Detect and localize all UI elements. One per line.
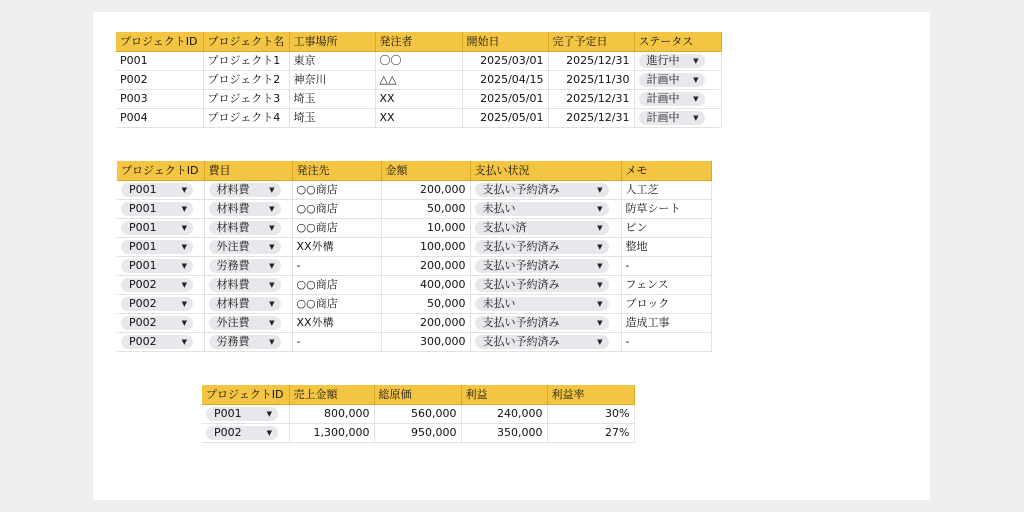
- project-id-cell[interactable]: [117, 238, 204, 257]
- cost-item-dropdown[interactable]: [209, 297, 281, 311]
- project-id-dropdown[interactable]: [121, 316, 193, 330]
- chevron-down-icon: ▼: [597, 338, 603, 346]
- cost-item-cell[interactable]: [204, 314, 292, 333]
- project-id-cell[interactable]: [117, 200, 204, 219]
- cost-item-cell[interactable]: [204, 333, 292, 352]
- project-id-value: P001: [214, 407, 242, 420]
- chevron-down-icon: ▼: [269, 224, 275, 232]
- col-header-client[interactable]: 発注者: [375, 32, 462, 52]
- chevron-down-icon: ▼: [269, 300, 275, 308]
- project-id-cell[interactable]: [117, 333, 204, 352]
- project-id-value: P001: [129, 183, 157, 196]
- col-header-vendor[interactable]: 発注先: [292, 161, 381, 181]
- payment-status-value: 未払い: [482, 297, 516, 310]
- payment-status-dropdown[interactable]: [475, 335, 609, 349]
- project-id-dropdown[interactable]: [121, 335, 193, 349]
- project-id-cell[interactable]: P001: [116, 52, 203, 71]
- project-id-dropdown[interactable]: [121, 259, 193, 273]
- project-id-dropdown[interactable]: [206, 407, 278, 421]
- project-id-cell[interactable]: [117, 219, 204, 238]
- chevron-down-icon: ▼: [597, 186, 603, 194]
- col-header-total-cost[interactable]: 総原価: [374, 385, 461, 405]
- cost-item-cell[interactable]: [204, 276, 292, 295]
- payment-status-value: 支払い予約済み: [482, 183, 560, 196]
- cost-item-cell[interactable]: [204, 200, 292, 219]
- chevron-down-icon: ▼: [693, 114, 699, 122]
- payment-status-dropdown[interactable]: [475, 183, 609, 197]
- memo-cell[interactable]: フェンス: [621, 276, 711, 295]
- chevron-down-icon: ▼: [181, 262, 187, 270]
- col-header-start-date[interactable]: 開始日: [462, 32, 548, 52]
- amount-cell[interactable]: 200,000: [381, 181, 470, 200]
- project-id-dropdown[interactable]: [121, 240, 193, 254]
- profit-cell[interactable]: 240,000: [461, 405, 547, 424]
- project-id-cell[interactable]: P002: [116, 71, 203, 90]
- table-row: [117, 314, 711, 333]
- table-row: [117, 333, 711, 352]
- cost-item-value: 外注費: [216, 240, 250, 253]
- payment-status-cell[interactable]: [470, 257, 621, 276]
- vendor-cell[interactable]: XX外構: [292, 238, 381, 257]
- chevron-down-icon: ▼: [597, 319, 603, 327]
- cost-item-value: 労務費: [216, 259, 250, 272]
- profit-rate-cell[interactable]: 30%: [547, 405, 634, 424]
- memo-cell[interactable]: 人工芝: [621, 181, 711, 200]
- payment-status-cell[interactable]: [470, 200, 621, 219]
- chevron-down-icon: ▼: [181, 338, 187, 346]
- site-cell[interactable]: 神奈川: [289, 71, 375, 90]
- project-id-cell[interactable]: [202, 424, 289, 443]
- chevron-down-icon: ▼: [181, 186, 187, 194]
- chevron-down-icon: ▼: [597, 262, 603, 270]
- project-id-value: P001: [129, 259, 157, 272]
- chevron-down-icon: ▼: [693, 76, 699, 84]
- start-date-cell[interactable]: 2025/04/15: [462, 71, 548, 90]
- status-cell[interactable]: [634, 90, 721, 109]
- table-row: [202, 424, 634, 443]
- chevron-down-icon: ▼: [269, 243, 275, 251]
- cost-item-value: 材料費: [216, 297, 250, 310]
- project-id-cell[interactable]: P003: [116, 90, 203, 109]
- cost-item-cell[interactable]: [204, 219, 292, 238]
- summary-header-row: [202, 385, 634, 405]
- project-id-dropdown[interactable]: [121, 221, 193, 235]
- start-date-cell[interactable]: 2025/05/01: [462, 90, 548, 109]
- col-header-memo[interactable]: メモ: [621, 161, 711, 181]
- project-id-value: P002: [129, 316, 157, 329]
- status-dropdown[interactable]: [639, 54, 705, 68]
- project-id-dropdown[interactable]: [206, 426, 278, 440]
- payment-status-dropdown[interactable]: [475, 221, 609, 235]
- table-row: [202, 405, 634, 424]
- table-row: [116, 52, 721, 71]
- chevron-down-icon: ▼: [269, 186, 275, 194]
- payment-status-value: 未払い: [482, 202, 516, 215]
- payment-status-value: 支払い予約済み: [482, 335, 560, 348]
- project-id-cell[interactable]: [117, 276, 204, 295]
- memo-cell[interactable]: ブロック: [621, 295, 711, 314]
- status-cell[interactable]: [634, 71, 721, 90]
- status-cell[interactable]: [634, 109, 721, 128]
- costs-header-row: [117, 161, 711, 181]
- project-id-cell[interactable]: [117, 295, 204, 314]
- summary-table: [202, 385, 635, 443]
- chevron-down-icon: ▼: [269, 205, 275, 213]
- vendor-cell[interactable]: ○○商店: [292, 295, 381, 314]
- payment-status-cell[interactable]: [470, 333, 621, 352]
- payment-status-cell[interactable]: [470, 219, 621, 238]
- cost-item-cell[interactable]: [204, 295, 292, 314]
- cost-item-dropdown[interactable]: [209, 202, 281, 216]
- payment-status-dropdown[interactable]: [475, 259, 609, 273]
- total-cost-cell[interactable]: 950,000: [374, 424, 461, 443]
- amount-cell[interactable]: 200,000: [381, 257, 470, 276]
- status-value: 計画中: [646, 111, 680, 124]
- payment-status-dropdown[interactable]: [475, 202, 609, 216]
- chevron-down-icon: ▼: [693, 95, 699, 103]
- col-header-status[interactable]: ステータス: [634, 32, 721, 52]
- project-id-value: P002: [129, 335, 157, 348]
- chevron-down-icon: ▼: [269, 281, 275, 289]
- status-value: 進行中: [646, 54, 680, 67]
- payment-status-value: 支払い予約済み: [482, 240, 560, 253]
- amount-cell[interactable]: 50,000: [381, 295, 470, 314]
- payment-status-cell[interactable]: [470, 295, 621, 314]
- table-row: [117, 238, 711, 257]
- col-header-site[interactable]: 工事場所: [289, 32, 375, 52]
- projects-header-row: [116, 32, 721, 52]
- profit-cell[interactable]: 350,000: [461, 424, 547, 443]
- payment-status-dropdown[interactable]: [475, 316, 609, 330]
- project-id-cell[interactable]: P004: [116, 109, 203, 128]
- sales-cell[interactable]: 1,300,000: [289, 424, 374, 443]
- client-cell[interactable]: 〇〇: [375, 52, 462, 71]
- cost-item-value: 材料費: [216, 202, 250, 215]
- memo-cell[interactable]: -: [621, 257, 711, 276]
- end-date-cell[interactable]: 2025/12/31: [548, 90, 634, 109]
- chevron-down-icon: ▼: [597, 300, 603, 308]
- project-id-dropdown[interactable]: [121, 278, 193, 292]
- vendor-cell[interactable]: ○○商店: [292, 181, 381, 200]
- start-date-cell[interactable]: 2025/05/01: [462, 109, 548, 128]
- table-row: [117, 257, 711, 276]
- chevron-down-icon: ▼: [181, 319, 187, 327]
- col-header-profit-rate[interactable]: 利益率: [547, 385, 634, 405]
- payment-status-dropdown[interactable]: [475, 297, 609, 311]
- col-header-sales[interactable]: 売上金額: [289, 385, 374, 405]
- memo-cell[interactable]: 整地: [621, 238, 711, 257]
- site-cell[interactable]: 東京: [289, 52, 375, 71]
- vendor-cell[interactable]: ○○商店: [292, 276, 381, 295]
- chevron-down-icon: ▼: [181, 243, 187, 251]
- project-name-cell[interactable]: プロジェクト4: [203, 109, 289, 128]
- project-id-dropdown[interactable]: [121, 297, 193, 311]
- table-row: [116, 109, 721, 128]
- col-header-project-name[interactable]: プロジェクト名: [203, 32, 289, 52]
- amount-cell[interactable]: 300,000: [381, 333, 470, 352]
- col-header-cost-item[interactable]: 費目: [204, 161, 292, 181]
- col-header-project-id[interactable]: プロジェクトID: [116, 32, 203, 52]
- table-row: [117, 219, 711, 238]
- payment-status-value: 支払い予約済み: [482, 259, 560, 272]
- project-id-value: P002: [129, 297, 157, 310]
- col-header-end-date[interactable]: 完了予定日: [548, 32, 634, 52]
- amount-cell[interactable]: 10,000: [381, 219, 470, 238]
- payment-status-value: 支払い予約済み: [482, 278, 560, 291]
- chevron-down-icon: ▼: [181, 205, 187, 213]
- project-id-cell[interactable]: [117, 314, 204, 333]
- payment-status-dropdown[interactable]: [475, 278, 609, 292]
- vendor-cell[interactable]: -: [292, 257, 381, 276]
- project-id-value: P002: [129, 278, 157, 291]
- project-id-cell[interactable]: [117, 257, 204, 276]
- cost-item-value: 材料費: [216, 183, 250, 196]
- table-row: [117, 295, 711, 314]
- status-dropdown[interactable]: [639, 73, 705, 87]
- chevron-down-icon: ▼: [181, 300, 187, 308]
- memo-cell[interactable]: 防草シート: [621, 200, 711, 219]
- chevron-down-icon: ▼: [266, 429, 272, 437]
- memo-cell[interactable]: -: [621, 333, 711, 352]
- payment-status-cell[interactable]: [470, 314, 621, 333]
- total-cost-cell[interactable]: 560,000: [374, 405, 461, 424]
- amount-cell[interactable]: 200,000: [381, 314, 470, 333]
- project-name-cell[interactable]: プロジェクト3: [203, 90, 289, 109]
- chevron-down-icon: ▼: [269, 319, 275, 327]
- payment-status-value: 支払い予約済み: [482, 316, 560, 329]
- cost-item-value: 労務費: [216, 335, 250, 348]
- status-value: 計画中: [646, 73, 680, 86]
- chevron-down-icon: ▼: [597, 205, 603, 213]
- costs-table: [117, 161, 712, 352]
- client-cell[interactable]: XX: [375, 109, 462, 128]
- cost-item-value: 材料費: [216, 278, 250, 291]
- chevron-down-icon: ▼: [597, 224, 603, 232]
- vendor-cell[interactable]: -: [292, 333, 381, 352]
- status-dropdown[interactable]: [639, 111, 705, 125]
- col-header-project-id[interactable]: プロジェクトID: [202, 385, 289, 405]
- chevron-down-icon: ▼: [266, 410, 272, 418]
- cost-item-dropdown[interactable]: [209, 259, 281, 273]
- cost-item-value: 外注費: [216, 316, 250, 329]
- projects-table: [116, 32, 722, 128]
- memo-cell[interactable]: ピン: [621, 219, 711, 238]
- amount-cell[interactable]: 50,000: [381, 200, 470, 219]
- payment-status-cell[interactable]: [470, 276, 621, 295]
- project-id-value: P001: [129, 221, 157, 234]
- chevron-down-icon: ▼: [693, 57, 699, 65]
- client-cell[interactable]: XX: [375, 90, 462, 109]
- col-header-amount[interactable]: 金額: [381, 161, 470, 181]
- table-row: [116, 90, 721, 109]
- memo-cell[interactable]: 造成工事: [621, 314, 711, 333]
- col-header-profit[interactable]: 利益: [461, 385, 547, 405]
- status-dropdown[interactable]: [639, 92, 705, 106]
- end-date-cell[interactable]: 2025/12/31: [548, 109, 634, 128]
- chevron-down-icon: ▼: [269, 338, 275, 346]
- cost-item-dropdown[interactable]: [209, 221, 281, 235]
- cost-item-dropdown[interactable]: [209, 335, 281, 349]
- project-name-cell[interactable]: プロジェクト2: [203, 71, 289, 90]
- site-cell[interactable]: 埼玉: [289, 109, 375, 128]
- cost-item-cell[interactable]: [204, 238, 292, 257]
- chevron-down-icon: ▼: [269, 262, 275, 270]
- cost-item-value: 材料費: [216, 221, 250, 234]
- chevron-down-icon: ▼: [181, 281, 187, 289]
- amount-cell[interactable]: 400,000: [381, 276, 470, 295]
- chevron-down-icon: ▼: [597, 281, 603, 289]
- amount-cell[interactable]: 100,000: [381, 238, 470, 257]
- col-header-project-id[interactable]: プロジェクトID: [117, 161, 204, 181]
- project-name-cell[interactable]: プロジェクト1: [203, 52, 289, 71]
- status-value: 計画中: [646, 92, 680, 105]
- end-date-cell[interactable]: 2025/11/30: [548, 71, 634, 90]
- project-id-cell[interactable]: [202, 405, 289, 424]
- project-id-value: P001: [129, 240, 157, 253]
- table-row: [117, 181, 711, 200]
- status-cell[interactable]: [634, 52, 721, 71]
- vendor-cell[interactable]: XX外構: [292, 314, 381, 333]
- client-cell[interactable]: △△: [375, 71, 462, 90]
- cost-item-dropdown[interactable]: [209, 183, 281, 197]
- vendor-cell[interactable]: ○○商店: [292, 200, 381, 219]
- payment-status-dropdown[interactable]: [475, 240, 609, 254]
- chevron-down-icon: ▼: [181, 224, 187, 232]
- payment-status-cell[interactable]: [470, 181, 621, 200]
- cost-item-cell[interactable]: [204, 181, 292, 200]
- payment-status-cell[interactable]: [470, 238, 621, 257]
- cost-item-cell[interactable]: [204, 257, 292, 276]
- cost-item-dropdown[interactable]: [209, 316, 281, 330]
- project-id-dropdown[interactable]: [121, 183, 193, 197]
- table-row: [117, 200, 711, 219]
- cost-item-dropdown[interactable]: [209, 278, 281, 292]
- table-row: [117, 276, 711, 295]
- project-id-value: P001: [129, 202, 157, 215]
- payment-status-value: 支払い済: [482, 221, 527, 234]
- start-date-cell[interactable]: 2025/03/01: [462, 52, 548, 71]
- cost-item-dropdown[interactable]: [209, 240, 281, 254]
- project-id-cell[interactable]: [117, 181, 204, 200]
- col-header-payment-status[interactable]: 支払い状況: [470, 161, 621, 181]
- sales-cell[interactable]: 800,000: [289, 405, 374, 424]
- project-id-dropdown[interactable]: [121, 202, 193, 216]
- project-id-value: P002: [214, 426, 242, 439]
- profit-rate-cell[interactable]: 27%: [547, 424, 634, 443]
- end-date-cell[interactable]: 2025/12/31: [548, 52, 634, 71]
- site-cell[interactable]: 埼玉: [289, 90, 375, 109]
- chevron-down-icon: ▼: [597, 243, 603, 251]
- table-row: [116, 71, 721, 90]
- vendor-cell[interactable]: ○○商店: [292, 219, 381, 238]
